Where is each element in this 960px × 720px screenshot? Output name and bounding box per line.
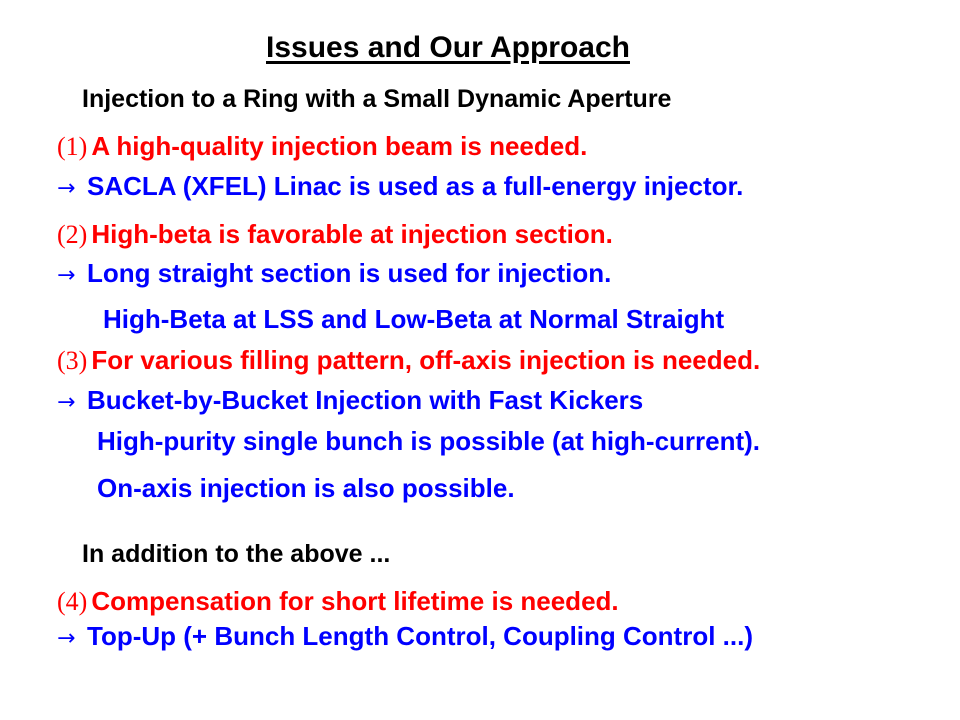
approach-3-text: Bucket-by-Bucket Injection with Fast Kickers [87, 385, 644, 415]
issue-1-number: (1) [57, 132, 88, 161]
issue-4-number: (4) [57, 587, 88, 616]
right-arrow-icon: → [57, 263, 76, 288]
issue-3 [57, 344, 760, 377]
right-arrow-icon: → [57, 390, 76, 415]
issue-3-number: (3) [57, 346, 88, 375]
right-arrow-icon: → [57, 176, 76, 201]
approach-1-text: SACLA (XFEL) Linac is used as a full-energy injector. [87, 171, 744, 201]
approach-4 [57, 620, 753, 655]
addition-heading: In addition to the above ... [82, 540, 391, 568]
issue-4 [57, 585, 619, 618]
approach-3 [57, 384, 643, 419]
approach-3-note-1: High-purity single bunch is possible (at high-current). [97, 426, 761, 456]
issue-2 [57, 218, 613, 251]
slide-subtitle: Injection to a Ring with a Small Dynamic Aperture [82, 85, 672, 113]
approach-1 [57, 170, 743, 205]
issue-2-number: (2) [57, 220, 88, 249]
approach-2-text: Long straight section is used for injection. [87, 258, 612, 288]
issue-2-text: High-beta is favorable at injection section. [91, 219, 613, 249]
issue-1-text: A high-quality injection beam is needed. [91, 131, 588, 161]
issue-1 [57, 130, 587, 163]
issue-3-text: For various filling pattern, off-axis injection is needed. [91, 345, 761, 375]
approach-2-note: High-Beta at LSS and Low-Beta at Normal Straight [103, 304, 725, 334]
issue-4-text: Compensation for short lifetime is needed. [91, 586, 619, 616]
approach-4-text: Top-Up (+ Bunch Length Control, Coupling Control ...) [87, 621, 753, 651]
slide-title: Issues and Our Approach [266, 31, 630, 64]
right-arrow-icon: → [57, 626, 76, 651]
approach-3-note-2: On-axis injection is also possible. [97, 473, 515, 503]
approach-2 [57, 257, 611, 292]
